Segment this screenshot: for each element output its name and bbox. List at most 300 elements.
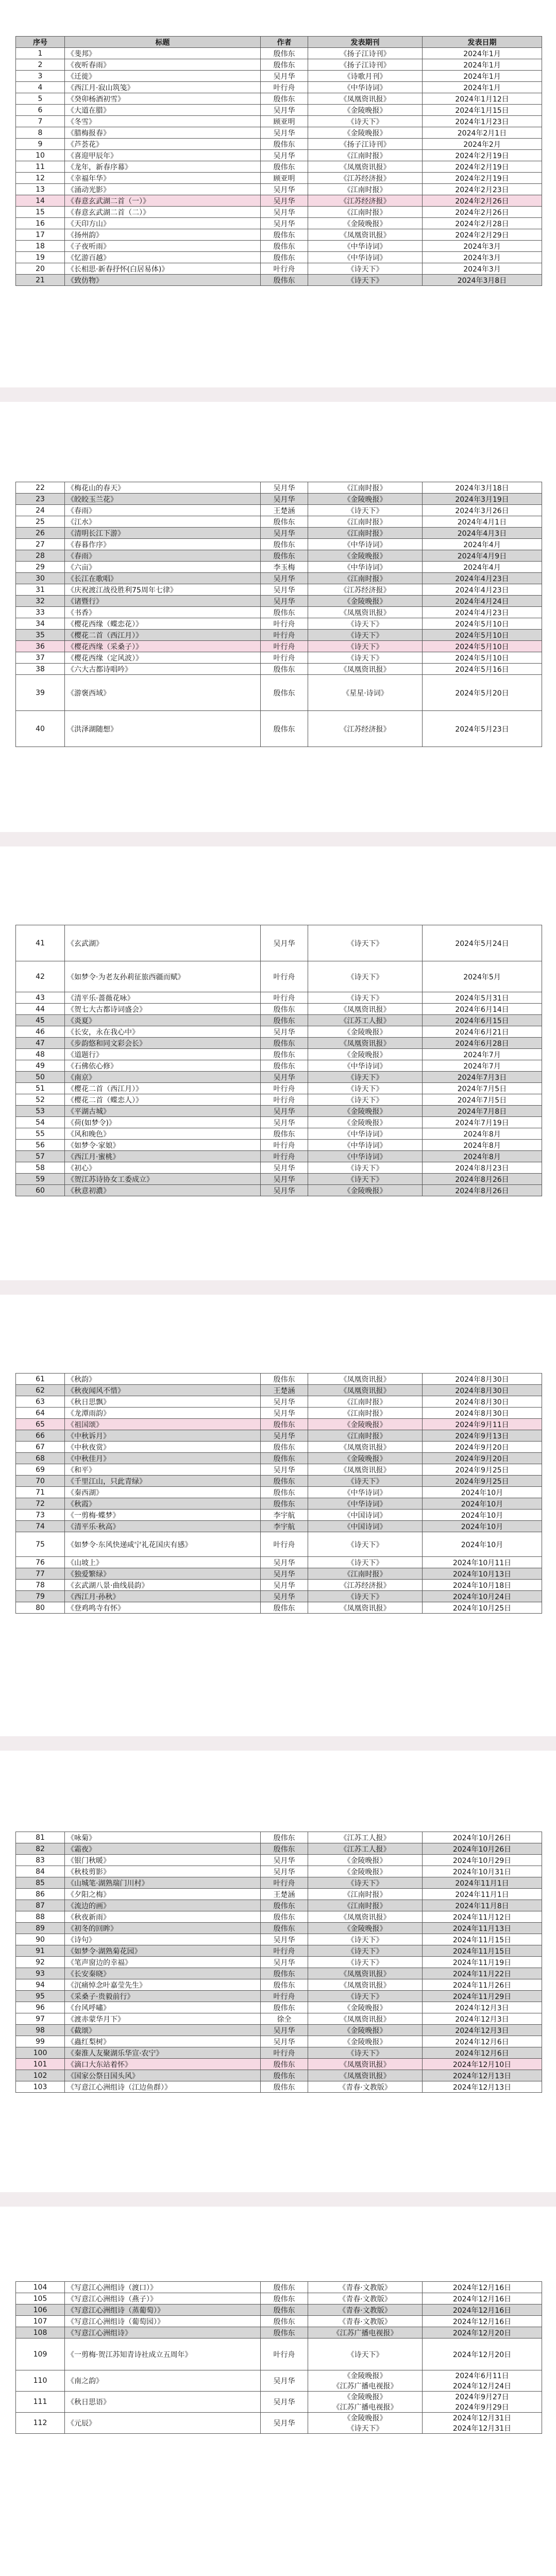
table-row <box>16 1568 542 1580</box>
row-number: 109 <box>16 2338 65 2370</box>
row-title: 《书香》 <box>65 607 261 618</box>
row-title: 《冬雪》 <box>65 116 261 127</box>
row-author: 吴月华 <box>261 1934 308 1945</box>
row-author: 吴月华 <box>261 184 308 195</box>
row-date: 2024年5月23日 <box>423 711 542 747</box>
table-row <box>16 1026 542 1038</box>
column-header: 发表期刊 <box>308 37 423 48</box>
row-journal: 《金陵晚报》 <box>308 2002 423 2013</box>
row-author: 殷伟东 <box>261 516 308 528</box>
row-author: 吴月华 <box>261 2392 308 2413</box>
row-author: 吴月华 <box>261 1866 308 1877</box>
row-date: 2024年9月25日 <box>423 1464 542 1476</box>
row-number: 97 <box>16 2013 65 2025</box>
row-journal: 《中华诗词》 <box>308 1151 423 1162</box>
row-title: 《初心》 <box>65 1162 261 1174</box>
row-title: 《步韵悠和同文彩会长》 <box>65 1038 261 1049</box>
row-date: 2024年5月31日 <box>423 992 542 1004</box>
row-title: 《石佛依心修》 <box>65 1060 261 1072</box>
row-author: 殷伟东 <box>261 675 308 711</box>
row-number: 41 <box>16 925 65 961</box>
row-journal: 《凤凰资讯报》 <box>308 607 423 618</box>
row-journal: 《中华诗词》 <box>308 82 423 93</box>
row-title: 《长安，永在我心中》 <box>65 1026 261 1038</box>
row-number: 29 <box>16 562 65 573</box>
row-journal: 《中华诗词》 <box>308 1128 423 1140</box>
row-title: 《风和晚色》 <box>65 1128 261 1140</box>
row-journal: 《江苏工人报》 <box>308 1015 423 1026</box>
row-author: 叶行舟 <box>261 1991 308 2002</box>
table-row <box>16 1968 542 1979</box>
publication-table <box>15 2281 542 2434</box>
table-row <box>16 139 542 150</box>
row-number: 67 <box>16 1442 65 1453</box>
row-date: 2024年4月9日 <box>423 550 542 562</box>
row-number: 20 <box>16 263 65 275</box>
row-date: 2024年9月27日 <box>423 2392 542 2402</box>
row-author: 殷伟东 <box>261 1979 308 1991</box>
row-date: 2024年2月19日 <box>423 150 542 161</box>
row-author: 殷伟东 <box>261 539 308 550</box>
row-author: 叶行舟 <box>261 1532 308 1557</box>
row-title: 《樱花二首（西江月）》 <box>65 1083 261 1094</box>
table-row <box>16 2413 542 2424</box>
row-number: 72 <box>16 1498 65 1510</box>
row-date: 2024年7月19日 <box>423 1117 542 1128</box>
row-author: 吴月华 <box>261 2025 308 2036</box>
row-author: 叶行舟 <box>261 2047 308 2059</box>
row-number: 104 <box>16 2282 65 2293</box>
row-date: 2024年11月22日 <box>423 1968 542 1979</box>
row-author: 殷伟东 <box>261 550 308 562</box>
row-title: 《如梦令·家娘》 <box>65 1140 261 1151</box>
row-title: 《长江在歌唱》 <box>65 573 261 584</box>
row-journal: 《凤凰资讯报》 <box>308 1979 423 1991</box>
row-journal: 《凤凰资讯报》 <box>308 1968 423 1979</box>
row-author: 吴月华 <box>261 596 308 607</box>
row-title: 《中秋夜赏》 <box>65 1442 261 1453</box>
document-page <box>15 482 542 747</box>
row-date: 2024年12月20日 <box>423 2338 542 2370</box>
row-author: 殷伟东 <box>261 1049 308 1060</box>
table-row <box>16 1957 542 1968</box>
row-number: 43 <box>16 992 65 1004</box>
table-row <box>16 1580 542 1591</box>
table-row <box>16 652 542 664</box>
row-title: 《天印方山》 <box>65 218 261 229</box>
row-title: 《龙年，新春序幕》 <box>65 161 261 173</box>
row-author: 吴月华 <box>261 573 308 584</box>
table-row <box>16 1374 542 1385</box>
row-number: 105 <box>16 2293 65 2304</box>
row-date: 2024年7月 <box>423 1060 542 1072</box>
row-journal: 《江南时报》 <box>308 1396 423 1408</box>
table-row <box>16 528 542 539</box>
row-title: 《樱花西缘（定风波）》 <box>65 652 261 664</box>
table-row <box>16 2293 542 2304</box>
row-date: 2024年6月28日 <box>423 1038 542 1049</box>
row-journal-2: 《江苏广播电视报》 <box>308 2402 423 2413</box>
row-number: 112 <box>16 2413 65 2434</box>
row-number: 54 <box>16 1117 65 1128</box>
row-number: 82 <box>16 1843 65 1855</box>
row-number: 71 <box>16 1487 65 1498</box>
row-number: 14 <box>16 195 65 207</box>
table-row <box>16 1038 542 1049</box>
row-author: 殷伟东 <box>261 1602 308 1614</box>
page-separator <box>0 1280 556 1295</box>
row-number: 49 <box>16 1060 65 1072</box>
table-row <box>16 618 542 630</box>
row-journal: 《中国诗词》 <box>308 1510 423 1521</box>
table-row <box>16 1476 542 1487</box>
table-row <box>16 1900 542 1911</box>
row-journal: 《金陵晚报》 <box>308 1026 423 1038</box>
table-row <box>16 961 542 992</box>
row-number: 89 <box>16 1923 65 1934</box>
row-number: 61 <box>16 1374 65 1385</box>
row-author: 叶行舟 <box>261 1945 308 1957</box>
table-row <box>16 1464 542 1476</box>
row-author: 殷伟东 <box>261 1374 308 1385</box>
publication-table <box>15 925 542 1196</box>
row-journal: 《江苏经济报》 <box>308 584 423 596</box>
row-number: 108 <box>16 2327 65 2338</box>
row-author: 殷伟东 <box>261 607 308 618</box>
row-title: 《如梦令·湖熟菊花园》 <box>65 1945 261 1957</box>
row-author: 殷伟东 <box>261 2327 308 2338</box>
row-author: 顾亚明 <box>261 173 308 184</box>
row-date: 2024年7月3日 <box>423 1072 542 1083</box>
row-title: 《游褒西域》 <box>65 675 261 711</box>
row-journal: 《凤凰资讯报》 <box>308 1911 423 1923</box>
table-row <box>16 641 542 652</box>
row-journal: 《江南时报》 <box>308 1430 423 1442</box>
row-author: 殷伟东 <box>261 2070 308 2081</box>
row-number: 48 <box>16 1049 65 1060</box>
row-number: 68 <box>16 1453 65 1464</box>
row-number: 85 <box>16 1877 65 1889</box>
row-number: 42 <box>16 961 65 992</box>
row-author: 殷伟东 <box>261 2002 308 2013</box>
table-row <box>16 1945 542 1957</box>
row-title: 《龙潭雨韵》 <box>65 1408 261 1419</box>
table-row <box>16 2338 542 2370</box>
row-title: 《夜听春雨》 <box>65 59 261 71</box>
document-page <box>15 1373 542 1614</box>
row-author: 殷伟东 <box>261 1968 308 1979</box>
row-number: 79 <box>16 1591 65 1602</box>
table-row <box>16 1487 542 1498</box>
row-number: 34 <box>16 618 65 630</box>
row-title: 《沉痛悼念叶嘉莹先生》 <box>65 1979 261 1991</box>
row-author: 叶行舟 <box>261 1083 308 1094</box>
row-author: 殷伟东 <box>261 1900 308 1911</box>
row-date: 2024年5月10日 <box>423 641 542 652</box>
row-title: 《夕阳之梅》 <box>65 1889 261 1900</box>
table-row <box>16 1923 542 1934</box>
row-title: 《秋日思语》 <box>65 2392 261 2413</box>
row-author: 叶行舟 <box>261 1877 308 1889</box>
row-title: 《炎夏》 <box>65 1015 261 1026</box>
row-title: 《霜夜》 <box>65 1843 261 1855</box>
row-title: 《秋韵》 <box>65 1374 261 1385</box>
row-number: 66 <box>16 1430 65 1442</box>
row-journal: 《金陵晚报》 <box>308 1453 423 1464</box>
row-title: 《春雨》 <box>65 505 261 516</box>
row-title: 《秋夜闻风不惜》 <box>65 1385 261 1396</box>
row-journal: 《金陵晚报》 <box>308 1419 423 1430</box>
row-date-2: 2024年12月31日 <box>423 2423 542 2434</box>
row-journal: 《金陵晚报》 <box>308 550 423 562</box>
row-number: 12 <box>16 173 65 184</box>
row-author: 叶行舟 <box>261 992 308 1004</box>
row-author: 吴月华 <box>261 2413 308 2434</box>
row-journal: 《诗天下》 <box>308 992 423 1004</box>
row-title: 《扬州韵》 <box>65 229 261 241</box>
row-number: 36 <box>16 641 65 652</box>
row-author: 李玉梅 <box>261 562 308 573</box>
row-title: 《平湖古城》 <box>65 1106 261 1117</box>
row-date: 2024年2月19日 <box>423 173 542 184</box>
row-author: 殷伟东 <box>261 252 308 263</box>
row-author: 吴月华 <box>261 1162 308 1174</box>
row-journal: 《金陵晚报》 <box>308 596 423 607</box>
row-journal: 《凤凰资讯报》 <box>308 1385 423 1396</box>
row-journal: 《金陵晚报》 <box>308 494 423 505</box>
row-journal: 《诗天下》 <box>308 1557 423 1568</box>
table-row <box>16 1442 542 1453</box>
table-row <box>16 1162 542 1174</box>
row-title: 《西江月·寂山筑笺》 <box>65 82 261 93</box>
row-date: 2024年12月3日 <box>423 2025 542 2036</box>
row-number: 16 <box>16 218 65 229</box>
row-date: 2024年12月10日 <box>423 2059 542 2070</box>
row-journal: 《诗天下》 <box>308 1991 423 2002</box>
row-number: 80 <box>16 1602 65 1614</box>
row-journal: 《诗天下》 <box>308 961 423 992</box>
row-number: 57 <box>16 1151 65 1162</box>
row-title: 《登鸡鸣寺有怀》 <box>65 1602 261 1614</box>
row-number: 94 <box>16 1979 65 1991</box>
table-row <box>16 1174 542 1185</box>
row-date: 2024年7月5日 <box>423 1094 542 1106</box>
row-author: 殷伟东 <box>261 711 308 747</box>
row-date: 2024年2月19日 <box>423 161 542 173</box>
table-row <box>16 1004 542 1015</box>
row-date: 2024年8月30日 <box>423 1396 542 1408</box>
row-author: 殷伟东 <box>261 2304 308 2316</box>
row-author: 殷伟东 <box>261 1004 308 1015</box>
row-journal: 《金陵晚报》 <box>308 105 423 116</box>
row-author: 殷伟东 <box>261 1923 308 1934</box>
row-number: 28 <box>16 550 65 562</box>
row-date: 2024年9月20日 <box>423 1453 542 1464</box>
row-title: 《西江月·蜜桃》 <box>65 1151 261 1162</box>
table-row <box>16 2392 542 2402</box>
row-date: 2024年8月 <box>423 1128 542 1140</box>
row-author: 吴月华 <box>261 2036 308 2047</box>
row-journal: 《江南时报》 <box>308 207 423 218</box>
row-date: 2024年11月29日 <box>423 1991 542 2002</box>
table-row <box>16 992 542 1004</box>
row-number: 9 <box>16 139 65 150</box>
row-number: 40 <box>16 711 65 747</box>
row-journal: 《金陵晚报》 <box>308 2413 423 2424</box>
row-title: 《和平》 <box>65 1464 261 1476</box>
row-journal: 《凤凰资讯报》 <box>308 2013 423 2025</box>
publication-table <box>15 36 542 286</box>
row-date: 2024年10月 <box>423 1498 542 1510</box>
row-title: 《山城笔·湖熟瑞门川村》 <box>65 1877 261 1889</box>
row-author: 殷伟东 <box>261 59 308 71</box>
column-header: 序号 <box>16 37 65 48</box>
row-journal: 《诗天下》 <box>308 1174 423 1185</box>
row-number: 26 <box>16 528 65 539</box>
row-date: 2024年6月14日 <box>423 1004 542 1015</box>
row-journal: 《诗天下》 <box>308 1591 423 1602</box>
row-journal: 《诗天下》 <box>308 2047 423 2059</box>
table-row <box>16 48 542 59</box>
row-title: 《独爱繁绿》 <box>65 1568 261 1580</box>
table-row <box>16 252 542 263</box>
row-author: 殷伟东 <box>261 1487 308 1498</box>
row-date: 2024年2月1日 <box>423 127 542 139</box>
row-author: 吴月华 <box>261 218 308 229</box>
row-journal: 《凤凰资讯报》 <box>308 1038 423 1049</box>
row-title: 《致仿物》 <box>65 275 261 286</box>
row-date: 2024年10月26日 <box>423 1843 542 1855</box>
row-journal: 《青春·文教版》 <box>308 2293 423 2304</box>
row-number: 92 <box>16 1957 65 1968</box>
row-number: 50 <box>16 1072 65 1083</box>
column-header: 作者 <box>261 37 308 48</box>
table-row <box>16 1117 542 1128</box>
row-journal: 《诗天下》 <box>308 652 423 664</box>
row-journal: 《江南时报》 <box>308 1889 423 1900</box>
table-row <box>16 1991 542 2002</box>
row-date: 2024年5月20日 <box>423 675 542 711</box>
table-row <box>16 71 542 82</box>
row-number: 101 <box>16 2059 65 2070</box>
row-number: 4 <box>16 82 65 93</box>
row-number: 44 <box>16 1004 65 1015</box>
table-row <box>16 1843 542 1855</box>
row-title: 《祖国颂》 <box>65 1419 261 1430</box>
row-date: 2024年12月20日 <box>423 2327 542 2338</box>
row-journal: 《凤凰资讯报》 <box>308 1374 423 1385</box>
document-page <box>15 36 542 286</box>
table-row <box>16 1072 542 1083</box>
row-author: 殷伟东 <box>261 1038 308 1049</box>
table-row <box>16 2304 542 2316</box>
row-number: 3 <box>16 71 65 82</box>
row-author: 吴月华 <box>261 1174 308 1185</box>
row-journal: 《中华诗词》 <box>308 1498 423 1510</box>
row-journal: 《金陵晚报》 <box>308 2370 423 2381</box>
row-date: 2024年3月 <box>423 263 542 275</box>
row-journal: 《诗天下》 <box>308 1934 423 1945</box>
row-date: 2024年8月26日 <box>423 1174 542 1185</box>
row-title: 《春雨》 <box>65 550 261 562</box>
row-number: 86 <box>16 1889 65 1900</box>
table-header-row <box>16 37 542 48</box>
row-date: 2024年4月 <box>423 539 542 550</box>
row-number: 37 <box>16 652 65 664</box>
row-title: 《诗句》 <box>65 1934 261 1945</box>
table-row <box>16 173 542 184</box>
table-row <box>16 1128 542 1140</box>
row-journal: 《诗天下》 <box>308 505 423 516</box>
row-author: 吴月华 <box>261 2370 308 2392</box>
row-date: 2024年5月10日 <box>423 652 542 664</box>
row-number: 45 <box>16 1015 65 1026</box>
row-number: 110 <box>16 2370 65 2392</box>
row-journal: 《江苏经济报》 <box>308 195 423 207</box>
table-row <box>16 1877 542 1889</box>
row-journal: 《中华诗词》 <box>308 539 423 550</box>
table-row <box>16 2036 542 2047</box>
row-author: 殷伟东 <box>261 1419 308 1430</box>
row-date: 2024年3月26日 <box>423 505 542 516</box>
row-date: 2024年10月 <box>423 1510 542 1521</box>
row-date: 2024年5月16日 <box>423 664 542 675</box>
table-row <box>16 1106 542 1117</box>
row-author: 叶行舟 <box>261 630 308 641</box>
row-author: 吴月华 <box>261 1430 308 1442</box>
row-date: 2024年3月19日 <box>423 494 542 505</box>
row-title: 《如梦令·为老友孙莉征旅西疆而赋》 <box>65 961 261 992</box>
row-author: 吴月华 <box>261 1580 308 1591</box>
row-date: 2024年11月19日 <box>423 1957 542 1968</box>
row-date: 2024年4月23日 <box>423 573 542 584</box>
row-author: 李宇航 <box>261 1521 308 1532</box>
row-journal: 《扬子江诗刊》 <box>308 139 423 150</box>
row-author: 叶行舟 <box>261 1140 308 1151</box>
row-title: 《采桑子·贵毅前行》 <box>65 1991 261 2002</box>
row-date: 2024年5月 <box>423 961 542 992</box>
row-number: 46 <box>16 1026 65 1038</box>
row-title: 《一剪梅·贺江苏知青诗社成立五周年》 <box>65 2338 261 2370</box>
row-journal: 《凤凰资讯报》 <box>308 229 423 241</box>
page-separator <box>0 387 556 402</box>
row-date: 2024年6月21日 <box>423 1026 542 1038</box>
row-journal: 《金陵晚报》 <box>308 1117 423 1128</box>
row-journal: 《中华诗词》 <box>308 1487 423 1498</box>
row-date: 2024年12月3日 <box>423 2013 542 2025</box>
row-author: 殷伟东 <box>261 1442 308 1453</box>
row-author: 吴月华 <box>261 1591 308 1602</box>
row-date: 2024年12月13日 <box>423 2070 542 2081</box>
row-author: 吴月华 <box>261 482 308 494</box>
row-journal-2: 《江苏广播电视报》 <box>308 2381 423 2392</box>
row-number: 58 <box>16 1162 65 1174</box>
row-date: 2024年11月1日 <box>423 1877 542 1889</box>
row-date: 2024年3月 <box>423 252 542 263</box>
row-title: 《六亩》 <box>65 562 261 573</box>
row-journal: 《金陵晚报》 <box>308 2036 423 2047</box>
row-title: 《渡赤蒙华月下》 <box>65 2013 261 2025</box>
row-number: 31 <box>16 584 65 596</box>
row-author: 殷伟东 <box>261 275 308 286</box>
row-journal: 《江苏经济报》 <box>308 173 423 184</box>
row-date: 2024年6月11日 <box>423 2370 542 2381</box>
row-title: 《斐邦》 <box>65 48 261 59</box>
row-author: 叶行舟 <box>261 2338 308 2370</box>
row-date: 2024年2月29日 <box>423 229 542 241</box>
row-title: 《腊梅报春》 <box>65 127 261 139</box>
row-number: 39 <box>16 675 65 711</box>
